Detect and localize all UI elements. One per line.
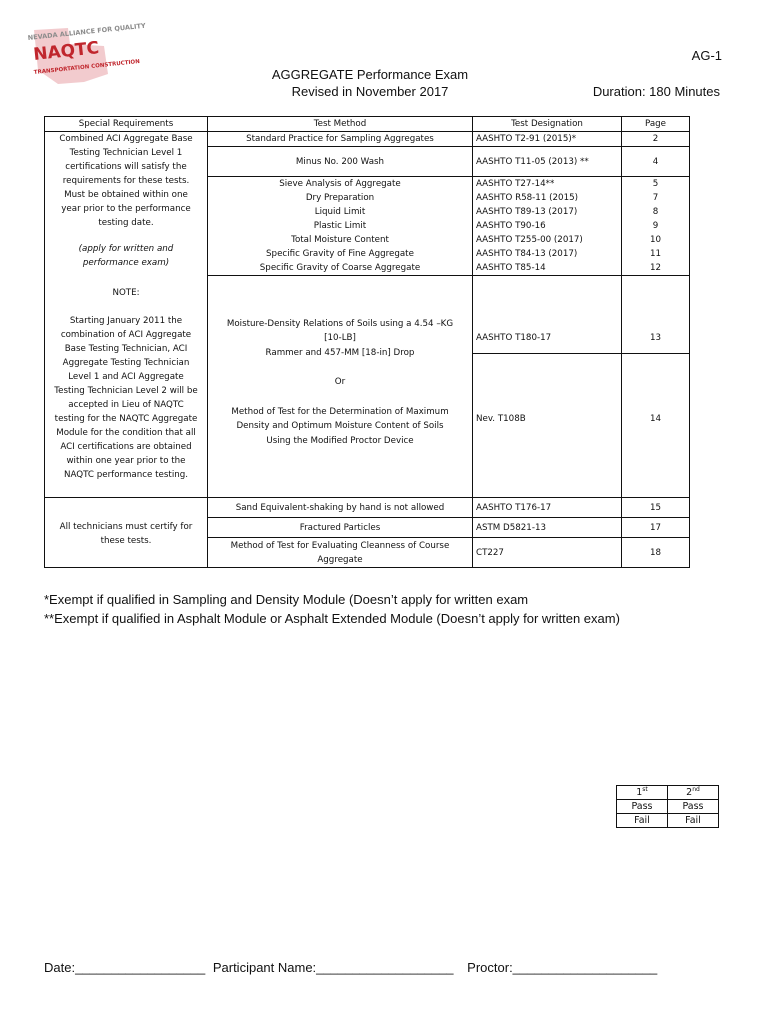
all-technicians-note: All technicians must certify for <box>59 522 193 532</box>
exam-duration: Duration: 180 Minutes <box>592 84 720 99</box>
test-designation: ASTM D5821-13 <box>473 518 622 538</box>
page-number: 7 <box>622 191 690 205</box>
test-method: Plastic Limit <box>208 219 473 233</box>
page-number: 17 <box>622 518 690 538</box>
logo-main-text: NAQTC <box>32 38 101 65</box>
page-number: 14 <box>622 354 690 498</box>
test-method: Total Moisture Content <box>208 233 473 247</box>
page-number: 4 <box>622 147 690 177</box>
header-page: Page <box>622 117 690 132</box>
footnote-double-asterisk: **Exempt if qualified in Asphalt Module or Asphalt Extended Module (Doesn’t apply for written exam) <box>44 611 620 626</box>
compaction-methods-cell: Moisture-Density Relations of Soils using a 4.54 –KG [10-LB] Rammer and 457-MM [18-in] Drop Or Method of Test for the Determination of Maximum Density and Optimum Moisture Content of Soils Using the Modified Proctor Device <box>208 276 473 498</box>
test-designation: AASHTO T90-16 <box>473 219 622 233</box>
attempt-1-pass[interactable]: Pass <box>617 800 668 814</box>
proctor-field[interactable]: Proctor:____________________ <box>467 960 658 975</box>
or-separator: Or <box>334 377 346 388</box>
page-number: 8 <box>622 205 690 219</box>
test-designation: AASHTO T11-05 (2013) ** <box>473 147 622 177</box>
footnote-single-asterisk: *Exempt if qualified in Sampling and Density Module (Doesn’t apply for written exam <box>44 592 529 607</box>
test-designation: AASHTO T176-17 <box>473 498 622 518</box>
page-number: 2 <box>622 132 690 147</box>
attempt-1-fail[interactable]: Fail <box>617 814 668 828</box>
header-test-method: Test Method <box>208 117 473 132</box>
test-method: Method of Test for Evaluating Cleanness of Course Aggregate <box>208 538 473 568</box>
test-method: Sieve Analysis of Aggregate <box>208 177 473 192</box>
test-designation: AASHTO T84-13 (2017) <box>473 247 622 261</box>
pass-fail-table <box>616 785 719 828</box>
exam-title: AGGREGATE Performance Exam <box>271 67 469 82</box>
signature-line <box>44 960 657 975</box>
exam-revision: Revised in November 2017 <box>291 84 449 99</box>
test-designation: CT227 <box>473 538 622 568</box>
date-field[interactable]: Date:__________________ <box>44 960 206 975</box>
test-method: Sand Equivalent-shaking by hand is not allowed <box>208 498 473 518</box>
form-id: AG-1 <box>691 48 722 63</box>
test-designation: AASHTO T27-14** <box>473 177 622 192</box>
test-designation: AASHTO T2-91 (2015)* <box>473 132 622 147</box>
test-designation: AASHTO T180-17 <box>473 276 622 354</box>
test-method-table <box>44 116 690 568</box>
attempt-2-fail[interactable]: Fail <box>668 814 719 828</box>
page-number: 11 <box>622 247 690 261</box>
test-method: Liquid Limit <box>208 205 473 219</box>
attempt-1-header: 1st <box>617 786 668 800</box>
test-designation: AASHTO T85-14 <box>473 261 622 276</box>
logo-top-text: NEVADA ALLIANCE FOR QUALITY <box>27 21 146 42</box>
table-header-row <box>45 117 690 132</box>
test-method: Standard Practice for Sampling Aggregates <box>208 132 473 147</box>
participant-name-field[interactable]: Participant Name:___________________ <box>212 960 454 975</box>
test-method: Specific Gravity of Coarse Aggregate <box>208 261 473 276</box>
test-method: Fractured Particles <box>208 518 473 538</box>
test-designation: AASHTO T255-00 (2017) <box>473 233 622 247</box>
test-designation: AASHTO R58-11 (2015) <box>473 191 622 205</box>
page-number: 10 <box>622 233 690 247</box>
page-number: 15 <box>622 498 690 518</box>
page-number: 5 <box>622 177 690 192</box>
page-number: 12 <box>622 261 690 276</box>
note-text: Starting January 2011 the <box>69 316 183 326</box>
test-designation: Nev. T108B <box>473 354 622 498</box>
header-test-designation: Test Designation <box>473 117 622 132</box>
test-method: Specific Gravity of Fine Aggregate <box>208 247 473 261</box>
page-number: 18 <box>622 538 690 568</box>
note-label: NOTE: <box>112 288 140 298</box>
page-number: 13 <box>622 276 690 354</box>
apply-note: (apply for written and <box>78 244 174 254</box>
test-designation: AASHTO T89-13 (2017) <box>473 205 622 219</box>
test-method: Minus No. 200 Wash <box>208 147 473 177</box>
special-requirements-cell: Combined ACI Aggregate Base Testing Technician Level 1 certifications will satisfy the requirements for these tests. Must be obtained within one year prior to the performance testing date. (apply for written and performance exam) NOTE: Starting January 2011 the combination of ACI Aggregate Base Testing Technician, ACI Aggregate Testing Technician Level 1 and ACI Aggregate Testing Technician Level 2 will be accepted in Lieu of NAQTC testing for the NAQTC Aggregate Module for the condition that all ACI certifications are obtained within one year prior to the NAQTC performance testing. <box>45 132 208 498</box>
attempt-2-pass[interactable]: Pass <box>668 800 719 814</box>
logo-bottom-text: TRANSPORTATION CONSTRUCTION <box>33 58 141 76</box>
header-special-requirements: Special Requirements <box>45 117 208 132</box>
page-number: 9 <box>622 219 690 233</box>
footnotes <box>44 590 620 628</box>
all-technicians-cell: All technicians must certify for these tests. <box>45 498 208 568</box>
test-method: Dry Preparation <box>208 191 473 205</box>
attempt-2-header: 2nd <box>668 786 719 800</box>
table-row <box>45 498 690 518</box>
table-row <box>45 132 690 147</box>
